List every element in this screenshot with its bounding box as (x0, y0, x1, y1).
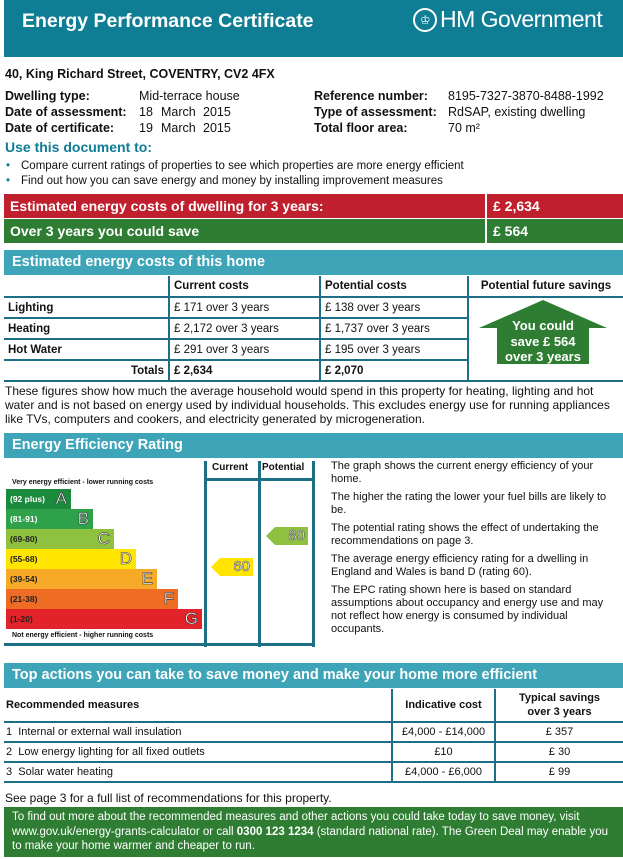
section-heading-actions: Top actions you can take to save money and make your home more efficient (4, 663, 623, 688)
band-range: (21-38) (10, 594, 38, 604)
explanation-text: The average energy efficiency rating for a dwelling in England and Wales is band D (rating 60). (331, 553, 589, 578)
measure-savings: £ 357 (495, 722, 623, 742)
dwelling-type-value: Mid-terrace house (139, 89, 240, 103)
rating-explanations (331, 460, 616, 641)
band-letter: E (141, 569, 153, 588)
measure-name: Internal or external wall insulation (18, 726, 182, 738)
current-rating-pointer-value: 60 (233, 558, 250, 576)
band-letter: C (97, 529, 110, 548)
costs-description: These figures show how much the average household would spend in this property for heating, lighting and hot water and is not based on energy used by individual households. This excludes energy use for running appliances like TVs, computers and cookers, and electricity generated by microgeneration. (5, 384, 610, 426)
col-header-blank (4, 276, 169, 297)
section-heading-costs: Estimated energy costs of this home (4, 250, 623, 275)
totals-current: £ 2,634 (169, 360, 320, 381)
table-header-row (4, 276, 623, 297)
explanation-text: The EPC rating shown here is based on standard assumptions about occupancy and energy use and may not reflect how energy is consumed by individual occupants. (331, 584, 604, 635)
date-assessment-label: Date of assessment: (5, 105, 127, 119)
bullet-item: • Compare current ratings of properties to see which properties are more energy efficient (5, 159, 464, 174)
band-range: (92 plus) (10, 494, 45, 504)
date-certificate-month: March (161, 121, 196, 135)
totals-potential: £ 2,070 (320, 360, 468, 381)
col-header-savings (495, 689, 623, 722)
band-range: (55-68) (10, 554, 38, 564)
row-label: Lighting (4, 297, 169, 318)
could-save-value: £ 564 (485, 219, 623, 243)
floor-area-label: Total floor area: (314, 121, 408, 135)
assessment-type-value: RdSAP, existing dwelling (448, 105, 586, 119)
col-header-current: Current costs (169, 276, 320, 297)
col-header-savings-line-1: Typical savings (518, 692, 601, 704)
band-range: (1-20) (10, 614, 33, 624)
footer-phone: 0300 123 1234 (236, 825, 314, 838)
band-letter: A (55, 489, 67, 508)
column-divider (204, 461, 207, 647)
measure-cost: £4,000 - £14,000 (392, 722, 495, 742)
gov-label: HM Government (440, 6, 603, 32)
chart-bottom-rule (4, 643, 314, 646)
recommendations-table (4, 689, 623, 783)
explanation-text: The potential rating shows the effect of undertaking the recommendations on page 3. (331, 522, 599, 547)
measure-cell (4, 762, 392, 782)
col-header-cost (392, 689, 495, 722)
col-header-measures: Recommended measures (4, 689, 392, 722)
table-row (4, 762, 623, 782)
could-save-label: Over 3 years you could save (10, 223, 200, 239)
measure-cell (4, 722, 392, 742)
rating-bottom-text: Not energy efficient - higher running costs (12, 632, 154, 639)
band-range: (81-91) (10, 514, 38, 524)
totals-label: Totals (4, 360, 169, 381)
savings-arrow-cell (468, 297, 623, 381)
date-assessment-month: March (161, 105, 196, 119)
current-column-header: Current (212, 462, 249, 473)
band-range: (39-54) (10, 574, 38, 584)
dwelling-type-label: Dwelling type: (5, 89, 90, 103)
measure-name: Low energy lighting for all fixed outlets (18, 746, 205, 758)
property-info-left (5, 88, 240, 136)
current-cost: £ 2,172 over 3 years (169, 318, 320, 339)
energy-rating-chart (4, 459, 326, 648)
savings-line-3: over 3 years (505, 349, 581, 364)
savings-house-arrow (479, 300, 607, 364)
date-certificate-year: 2015 (203, 121, 231, 135)
table-row (4, 297, 623, 318)
column-divider (258, 461, 261, 647)
potential-rating-pointer-value: 80 (288, 527, 305, 544)
table-row (4, 742, 623, 762)
footer-text: To find out more about the recommended measures and other actions you could take today to save money, visit www.gov.uk/energy-grants-calculator or call (12, 811, 580, 838)
column-divider (312, 461, 315, 647)
measure-savings: £ 30 (495, 742, 623, 762)
row-label: Heating (4, 318, 169, 339)
potential-cost: £ 1,737 over 3 years (320, 318, 468, 339)
potential-cost: £ 138 over 3 years (320, 297, 468, 318)
date-certificate-day: 19 (139, 121, 153, 135)
savings-line-2: save £ 564 (510, 333, 576, 349)
use-document-heading: Use this document to: (5, 139, 153, 155)
date-assessment-year: 2015 (203, 105, 231, 119)
page-header (4, 0, 623, 57)
measure-cost: £4,000 - £6,000 (392, 762, 495, 782)
hm-government-logo (413, 6, 602, 33)
band-range: (69-80) (10, 534, 38, 544)
property-info-right (314, 88, 604, 136)
measure-number: 2 (6, 746, 13, 758)
col-header-potential: Potential costs (320, 276, 468, 297)
savings-text (479, 318, 607, 365)
date-assessment-day: 18 (139, 105, 153, 119)
table-row (4, 722, 623, 742)
could-save-bar (4, 219, 623, 243)
potential-column-header: Potential (262, 462, 305, 473)
estimated-costs-bar (4, 194, 623, 218)
measure-number: 3 (6, 766, 13, 778)
date-certificate-label: Date of certificate: (5, 121, 115, 135)
assessment-type-label: Type of assessment: (314, 105, 437, 119)
see-page-note: See page 3 for a full list of recommendations for this property. (5, 791, 332, 805)
potential-rating-pointer (266, 527, 308, 545)
current-cost: £ 171 over 3 years (169, 297, 320, 318)
current-rating-pointer (211, 558, 253, 576)
current-cost: £ 291 over 3 years (169, 339, 320, 360)
savings-line-1: You could (512, 318, 574, 333)
explanation-text: The higher the rating the lower your fuel bills are likely to be. (331, 491, 607, 516)
rating-band-f (6, 589, 178, 609)
royal-crest-icon: ♔ (413, 8, 437, 32)
use-bullets (5, 159, 464, 188)
footer-text: (standard national rate). The Green Deal may enable you to make your home warmer and cheaper to run. (12, 825, 609, 852)
section-heading-rating: Energy Efficiency Rating (4, 433, 623, 458)
band-letter: B (77, 509, 89, 528)
rating-band-a (6, 489, 71, 509)
rating-band-d (6, 549, 136, 569)
col-header-savings-line-2: over 3 years (527, 706, 592, 718)
col-header-cost-text: Indicative cost (405, 699, 482, 711)
col-header-savings: Potential future savings (468, 276, 623, 297)
row-label: Hot Water (4, 339, 169, 360)
measure-name: Solar water heating (18, 766, 114, 778)
property-address: 40, King Richard Street, COVENTRY, CV2 4FX (5, 67, 275, 81)
estimated-costs-label: Estimated energy costs of dwelling for 3 years: (10, 198, 324, 214)
header-divider (204, 478, 315, 481)
measure-savings: £ 99 (495, 762, 623, 782)
floor-area-value: 70 m² (448, 121, 480, 135)
table-header-row (4, 689, 623, 722)
band-letter: F (163, 589, 174, 608)
bullet-item: • Find out how you can save energy and money by installing improvement measures (5, 174, 464, 189)
measure-cell (4, 742, 392, 762)
measure-number: 1 (6, 726, 13, 738)
rating-band-e (6, 569, 157, 589)
explanation-text: The graph shows the current energy efficiency of your home. (331, 460, 594, 485)
estimated-costs-value: £ 2,634 (485, 194, 623, 218)
rating-top-text: Very energy efficient - lower running costs (12, 479, 154, 486)
footer-info-box (4, 807, 623, 857)
band-letter: G (184, 609, 198, 628)
band-letter: D (119, 549, 132, 568)
reference-label: Reference number: (314, 89, 428, 103)
measure-cost: £10 (392, 742, 495, 762)
reference-value: 8195-7327-3870-8488-1992 (448, 89, 604, 103)
page-title: Energy Performance Certificate (22, 10, 314, 32)
rating-band-g (6, 609, 202, 629)
rating-band-b (6, 509, 93, 529)
energy-costs-table (4, 276, 623, 382)
potential-cost: £ 195 over 3 years (320, 339, 468, 360)
rating-band-c (6, 529, 114, 549)
